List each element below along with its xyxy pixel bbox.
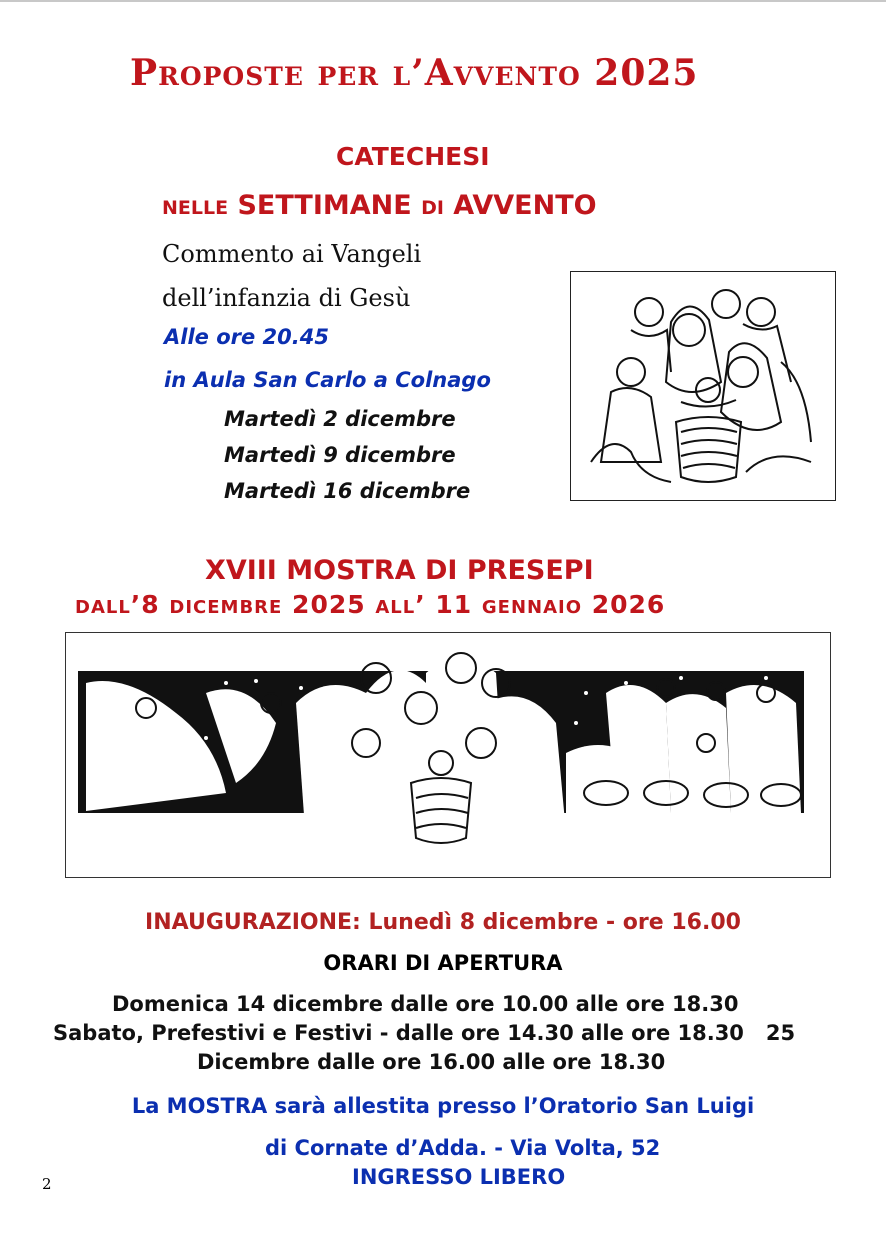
catechesi-date-1: Martedì 2 dicembre [224, 407, 456, 431]
ingresso-libero: INGRESSO LIBERO [352, 1165, 566, 1189]
catechesi-heading: CATECHESI [336, 142, 490, 171]
catechesi-time: Alle ore 20.45 [164, 325, 329, 349]
location-line-2: di Cornate d’Adda. - Via Volta, 52 [265, 1136, 661, 1160]
schedule-line-1: Domenica 14 dicembre dalle ore 10.00 alle ore 18.30 [112, 992, 739, 1016]
mostra-heading: XVIII MOSTRA DI PRESEPI [205, 555, 594, 586]
panorama-drawing [66, 633, 829, 876]
mostra-dates: dall’8 dicembre 2025 all’ 11 gennaio 2026 [75, 590, 666, 619]
page-title: Proposte per l’Avvento 2025 [130, 52, 699, 94]
nativity-drawing [571, 272, 834, 499]
catechesi-line-1: Commento ai Vangeli [162, 240, 422, 268]
nativity-panorama [65, 632, 831, 878]
page-number: 2 [42, 1175, 52, 1193]
nativity-illustration [570, 271, 836, 501]
location-line-1: La MOSTRA sarà allestita presso l’Oratorio San Luigi [131, 1094, 755, 1118]
catechesi-subheading: nelle SETTIMANE di AVVENTO [162, 190, 597, 221]
catechesi-date-3: Martedì 16 dicembre [224, 479, 471, 503]
schedule-line-3: Dicembre dalle ore 16.00 alle ore 18.30 [197, 1050, 666, 1074]
catechesi-line-2: dell’infanzia di Gesù [162, 284, 411, 312]
schedule-line-2: Sabato, Prefestivi e Festivi - dalle ore 14.30 alle ore 18.30 25 [53, 1021, 796, 1045]
top-border [0, 0, 886, 2]
inaugurazione: INAUGURAZIONE: Lunedì 8 dicembre - ore 16.00 [145, 910, 741, 935]
catechesi-date-2: Martedì 9 dicembre [224, 443, 456, 467]
catechesi-place: in Aula San Carlo a Colnago [164, 368, 491, 392]
orari-heading: ORARI DI APERTURA [323, 951, 563, 975]
